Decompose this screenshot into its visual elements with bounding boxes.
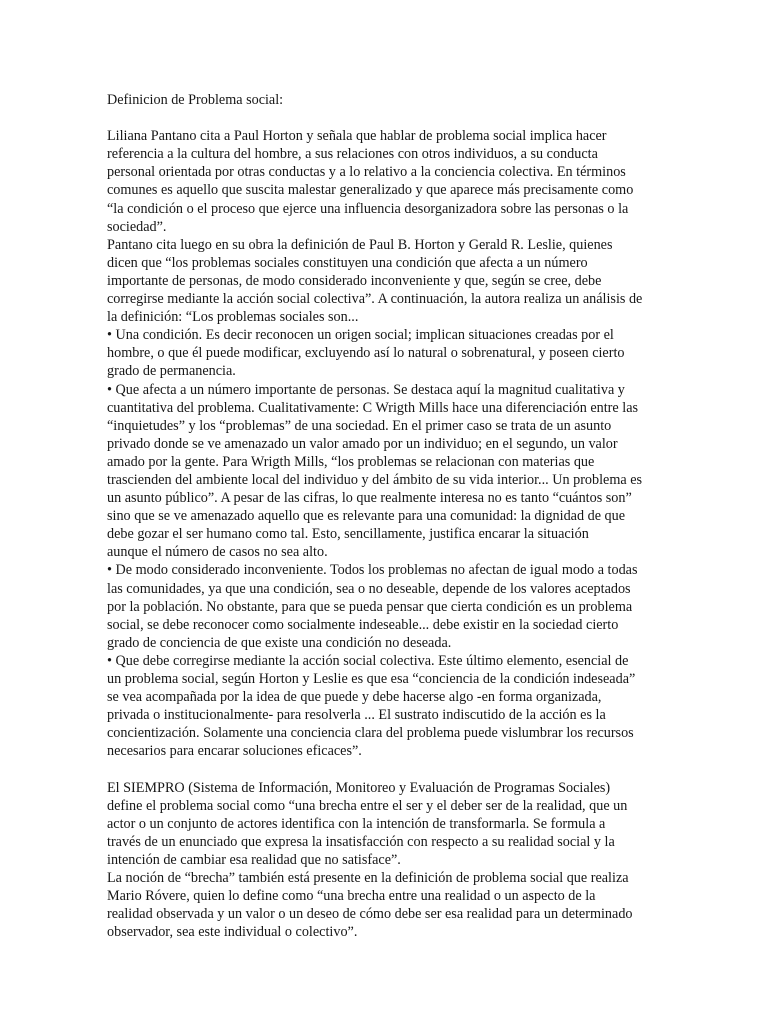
text-line: Pantano cita luego en su obra la definición de Paul B. Horton y Gerald R. Leslie, quienes [107, 236, 613, 253]
text-line: necesarios para encarar soluciones eficaces”. [107, 743, 362, 760]
text-line: dicen que “los problemas sociales constituyen una condición que afecta a un número [107, 254, 588, 271]
text-line: las comunidades, ya que una condición, sea o no deseable, depende de los valores aceptados [107, 580, 631, 597]
text-line: referencia a la cultura del hombre, a sus relaciones con otros individuos, a su conducta [107, 146, 598, 163]
text-line: actor o un conjunto de actores identifica con la intención de transformarla. Se formula a [107, 815, 606, 832]
paragraph-gap [107, 760, 682, 778]
text-line: social, se debe reconocer como socialmente indeseable... debe existir en la sociedad cierto [107, 616, 619, 633]
text-line: la definición: “Los problemas sociales son... [107, 309, 359, 326]
text-line: concientización. Solamente una conciencia clara del problema puede vislumbrar los recursos [107, 725, 634, 742]
rovere-paragraph [107, 869, 682, 941]
text-line: sino que se ve amenazado aquello que es relevante para una comunidad: la dignidad de que [107, 508, 626, 525]
text-line: Mario Róvere, quien lo define como “una brecha entre una realidad o un aspecto de la [107, 888, 596, 905]
text-line: • Que afecta a un número importante de personas. Se destaca aquí la magnitud cualitativa y [107, 381, 682, 399]
text-line: se vea acompañada por la idea de que puede y debe hacerse algo -en forma organizada, [107, 689, 602, 706]
text-line: trascienden del ambiente local del individuo y del ámbito de su vida interior... Un problema es [107, 471, 643, 488]
text-line: • Que debe corregirse mediante la acción social colectiva. Este último elemento, esencial de [107, 652, 682, 670]
text-line: cuantitativa del problema. Cualitativamente: C Wrigth Mills hace una diferenciación entre las [107, 399, 639, 416]
bullet-item-corregirse [107, 652, 682, 761]
text-line: Liliana Pantano cita a Paul Horton y señala que hablar de problema social implica hacer [107, 128, 607, 145]
text-line: observador, sea este individual o colectivo”. [107, 924, 358, 941]
text-line: • De modo considerado inconveniente. Todos los problemas no afectan de igual modo a todas [107, 561, 682, 579]
text-line: grado de conciencia de que existe una condición no deseada. [107, 634, 452, 651]
text-line: por la población. No obstante, para que se pueda pensar que cierta condición es un problema [107, 598, 633, 615]
text-line: “la condición o el proceso que ejerce una influencia desorganizadora sobre las personas o la [107, 200, 629, 217]
text-line: personal orientada por otras conductas y a lo relativo a la conciencia colectiva. En términos [107, 164, 626, 181]
text-line: privada o institucionalmente- para resolverla ... El sustrato indiscutido de la acción es la [107, 707, 606, 724]
text-line: aunque el número de casos no sea alto. [107, 544, 328, 561]
text-line: un problema social, según Horton y Leslie es que esa “conciencia de la condición indeseada” [107, 671, 636, 687]
text-line: importante de personas, de modo considerado inconveniente y que, según se cree, debe [107, 272, 602, 289]
text-line: corregirse mediante la acción social colectiva”. A continuación, la autora realiza un análisis de [107, 291, 643, 308]
text-line: debe gozar el ser humano como tal. Esto, sencillamente, justifica encarar la situación [107, 526, 589, 543]
text-line: través de un enunciado que expresa la insatisfacción con respecto a su realidad social y la [107, 833, 615, 850]
document-title: Definicion de Problema social: [107, 92, 284, 108]
text-line: El SIEMPRO (Sistema de Información, Monitoreo y Evaluación de Programas Sociales) [107, 779, 611, 796]
document-body [107, 91, 682, 941]
text-line: • Una condición. Es decir reconocen un origen social; implican situaciones creadas por el [107, 326, 682, 344]
text-line: realidad observada y un valor o un deseo de cómo debe ser esa realidad para un determinado [107, 906, 633, 923]
bullet-item-afecta [107, 381, 682, 562]
text-line: un asunto público”. A pesar de las cifras, lo que realmente interesa no es tanto “cuántos son” [107, 490, 632, 507]
intro-paragraph [107, 127, 682, 236]
text-line: La noción de “brecha” también está presente en la definición de problema social que realiza [107, 870, 629, 887]
bullet-item-condicion [107, 326, 682, 380]
text-line: hombre, o que él puede modificar, excluyendo así lo natural o sobrenatural, y poseen cierto [107, 345, 625, 362]
text-line: grado de permanencia. [107, 363, 236, 380]
text-line: “inquietudes” y los “problemas” de una sociedad. En el primer caso se trata de un asunto [107, 417, 612, 434]
text-line: privado donde se ve amenazado un valor amado por un individuo; en el segundo, un valor [107, 435, 618, 452]
horton-leslie-paragraph [107, 236, 682, 326]
text-line: intención de cambiar esa realidad que no satisface”. [107, 851, 401, 868]
bullet-item-inconveniente [107, 561, 682, 651]
siempro-paragraph [107, 779, 682, 869]
text-line: define el problema social como “una brecha entre el ser y el deber ser de la realidad, que un [107, 797, 628, 814]
text-line: sociedad”. [107, 218, 167, 235]
text-line: amado por la gente. Para Wrigth Mills, “los problemas se relacionan con materias que [107, 453, 595, 470]
text-line: comunes es aquello que suscita malestar generalizado y que aparece más precisamente como [107, 182, 634, 199]
